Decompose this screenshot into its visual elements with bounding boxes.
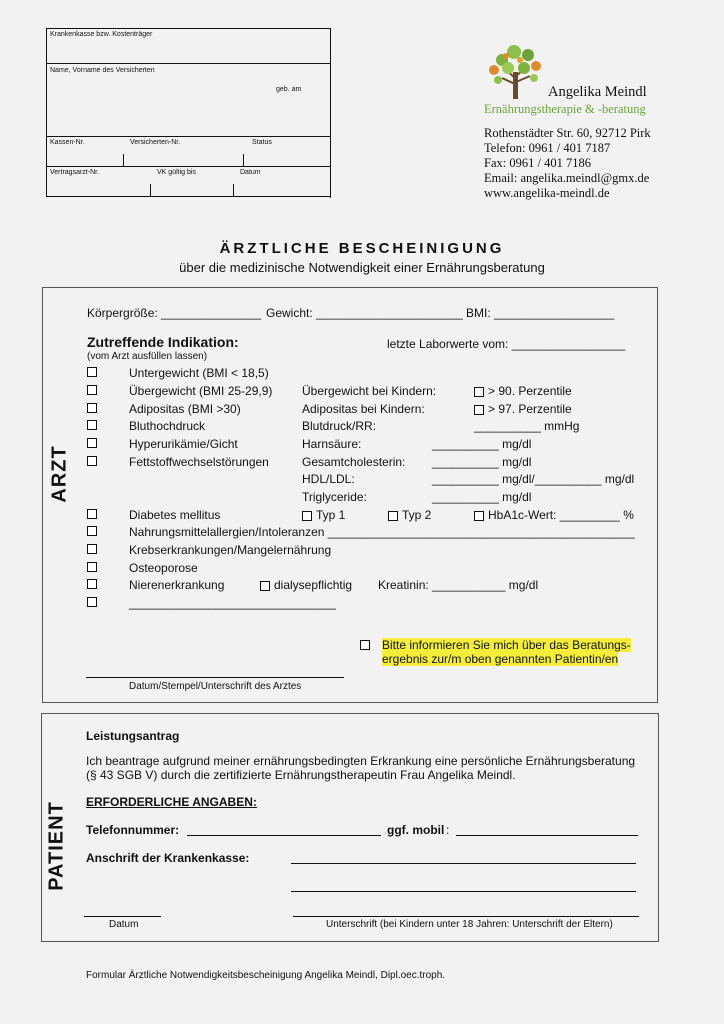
typ2-label: Typ 2 [402, 508, 432, 522]
blutdruck-label: Blutdruck/RR: [302, 419, 377, 433]
trigly-label: Triglyceride: [302, 490, 367, 504]
untergewicht-label: Untergewicht (BMI < 18,5) [129, 366, 269, 380]
arzt-signature-label: Datum/Stempel/Unterschrift des Arztes [129, 681, 302, 692]
dialyse-option[interactable] [260, 578, 352, 592]
typ2-option[interactable] [388, 508, 431, 522]
patient-signature-line[interactable] [293, 916, 639, 917]
uebergewicht-label: Übergewicht (BMI 25-29,9) [129, 384, 273, 398]
adipositas-kinder-label: Adipositas bei Kindern: [302, 402, 425, 416]
patient-datum-line[interactable] [84, 916, 161, 917]
letterhead-web: www.angelika-meindl.de [484, 186, 610, 200]
anschrift-label: Anschrift der Krankenkasse: [86, 851, 250, 865]
bluthochdruck-label: Bluthochdruck [129, 419, 206, 433]
checkbox-info-request[interactable] [360, 640, 370, 650]
harnsaeure-label: Harnsäure: [302, 437, 362, 451]
checkbox-typ2[interactable] [388, 511, 398, 521]
hdl-label: HDL/LDL: [302, 472, 355, 486]
hdl-field[interactable]: __________ mg/dl/__________ mg/dl [432, 472, 635, 486]
typ1-label: Typ 1 [316, 508, 346, 522]
letterhead-phone: Telefon: 0961 / 401 7187 [484, 141, 611, 155]
fettstoff-label: Fettstoffwechselstörungen [129, 455, 269, 469]
vertragsarzt-label: Vertragsarzt-Nr. [50, 169, 100, 176]
checkbox-perz97[interactable] [474, 405, 484, 415]
checkbox-adipositas[interactable] [87, 403, 97, 413]
letterhead-tagline: Ernährungstherapie & -beratung [484, 102, 646, 116]
vk-label: VK gültig bis [157, 169, 196, 176]
angaben-heading: ERFORDERLICHE ANGABEN: [86, 795, 257, 809]
harnsaeure-field[interactable]: __________ mg/dl [432, 437, 532, 451]
perz90-option[interactable] [474, 384, 572, 398]
versicherten-nr-label: Versicherten-Nr. [130, 139, 181, 146]
gesamtchol-label: Gesamtcholesterin: [302, 455, 406, 469]
dialyse-label: dialysepflichtig [274, 578, 353, 592]
anschrift-field-2[interactable] [291, 891, 636, 892]
checkbox-diabetes[interactable] [87, 509, 97, 519]
checkbox-perz90[interactable] [474, 387, 484, 397]
geb-label: geb. am [276, 86, 302, 93]
info-request-line2: ergebnis zur/m oben genannten Patientin/en [382, 652, 619, 666]
checkbox-other[interactable] [87, 597, 97, 607]
perz97-label: > 97. Perzentile [488, 402, 572, 416]
trigly-field[interactable]: __________ mg/dl [432, 490, 532, 504]
hba1c-field[interactable]: HbA1c-Wert: _________ % [488, 508, 634, 522]
uebergewicht-kinder-label: Übergewicht bei Kindern: [302, 384, 437, 398]
checkbox-hyperurikaemie[interactable] [87, 438, 97, 448]
perz97-option[interactable] [474, 402, 572, 416]
kassen-nr-label: Kassen-Nr. [50, 139, 85, 146]
typ1-option[interactable] [302, 508, 345, 522]
checkbox-untergewicht[interactable] [87, 367, 97, 377]
leistungsantrag-title: Leistungsantrag [86, 729, 180, 743]
kreatinin-field[interactable]: Kreatinin: ___________ mg/dl [378, 578, 539, 592]
telefon-field[interactable] [187, 835, 381, 836]
patient-datum-label: Datum [109, 919, 139, 930]
osteoporose-label: Osteoporose [129, 561, 198, 575]
name-label: Name, Vorname des Versicherten [50, 67, 155, 74]
patient-side-label: PATIENT [45, 801, 68, 891]
checkbox-uebergewicht[interactable] [87, 385, 97, 395]
other-indication-field[interactable]: _______________________________ [129, 596, 336, 610]
laborwerte-field[interactable]: letzte Laborwerte vom: _________________ [387, 337, 626, 351]
gesamtchol-field[interactable]: __________ mg/dl [432, 455, 532, 469]
checkbox-typ1[interactable] [302, 511, 312, 521]
letterhead-email: Email: angelika.meindl@gmx.de [484, 171, 650, 185]
mobil-field[interactable] [456, 835, 638, 836]
anschrift-field-1[interactable] [291, 863, 636, 864]
checkbox-niere[interactable] [87, 579, 97, 589]
mobil-colon: : [446, 823, 450, 837]
niere-label: Nierenerkrankung [129, 578, 225, 592]
page-subtitle: über die medizinische Notwendigkeit einer Ernährungsberatung [179, 260, 545, 275]
tree-logo-icon [484, 42, 548, 100]
patient-signature-label: Unterschrift (bei Kindern unter 18 Jahren: Unterschrift der Eltern) [326, 919, 613, 930]
koerpergroesse-field[interactable]: Körpergröße: _______________ [87, 306, 262, 320]
hba1c-option[interactable] [474, 508, 634, 522]
checkbox-dialyse[interactable] [260, 581, 270, 591]
footer-text: Formular Ärztliche Notwendigkeitsbescheinigung Angelika Meindl, Dipl.oec.troph. [86, 970, 446, 981]
diabetes-label: Diabetes mellitus [129, 508, 221, 522]
bmi-field[interactable]: BMI: __________________ [466, 306, 615, 320]
hyperurikaemie-label: Hyperurikämie/Gicht [129, 437, 238, 451]
checkbox-bluthochdruck[interactable] [87, 420, 97, 430]
datum-label: Datum [240, 169, 261, 176]
indikation-title: Zutreffende Indikation: [87, 334, 239, 350]
gewicht-field[interactable]: Gewicht: ______________________ [266, 306, 463, 320]
perz90-label: > 90. Perzentile [488, 384, 572, 398]
checkbox-allergien[interactable] [87, 526, 97, 536]
adipositas-label: Adipositas (BMI >30) [129, 402, 241, 416]
checkbox-hba1c[interactable] [474, 511, 484, 521]
arzt-side-label: ARZT [48, 445, 71, 503]
status-label: Status [252, 139, 272, 146]
blutdruck-field[interactable]: __________ mmHg [474, 419, 580, 433]
antrag-text-line1: Ich beantrage aufgrund meiner ernährungsbedingten Erkrankung eine persönliche Ernährungsberatung [86, 754, 636, 768]
letterhead-name: Angelika Meindl [548, 84, 647, 100]
info-request-line1: Bitte informieren Sie mich über das Beratungs- [382, 638, 631, 652]
mobil-label: ggf. mobil [387, 823, 445, 837]
checkbox-fettstoff[interactable] [87, 456, 97, 466]
checkbox-krebs[interactable] [87, 544, 97, 554]
letterhead-fax: Fax: 0961 / 401 7186 [484, 156, 591, 170]
page-title: ÄRZTLICHE BESCHEINIGUNG [219, 240, 505, 257]
krankenkasse-label: Krankenkasse bzw. Kostenträger [50, 31, 153, 38]
checkbox-osteoporose[interactable] [87, 562, 97, 572]
telefon-label: Telefonnummer: [86, 823, 180, 837]
antrag-text-line2: (§ 43 SGB V) durch die zertifizierte Ernährungstherapeutin Frau Angelika Meindl. [86, 768, 516, 782]
arzt-signature-line[interactable] [86, 677, 344, 678]
indikation-note: (vom Arzt ausfüllen lassen) [87, 351, 208, 362]
krebs-label: Krebserkrankungen/Mangelernährung [129, 543, 332, 557]
allergien-field[interactable]: Nahrungsmittelallergien/Intoleranzen ______________________________________________ [129, 525, 635, 539]
letterhead-address: Rothenstädter Str. 60, 92712 Pirk [484, 126, 651, 140]
